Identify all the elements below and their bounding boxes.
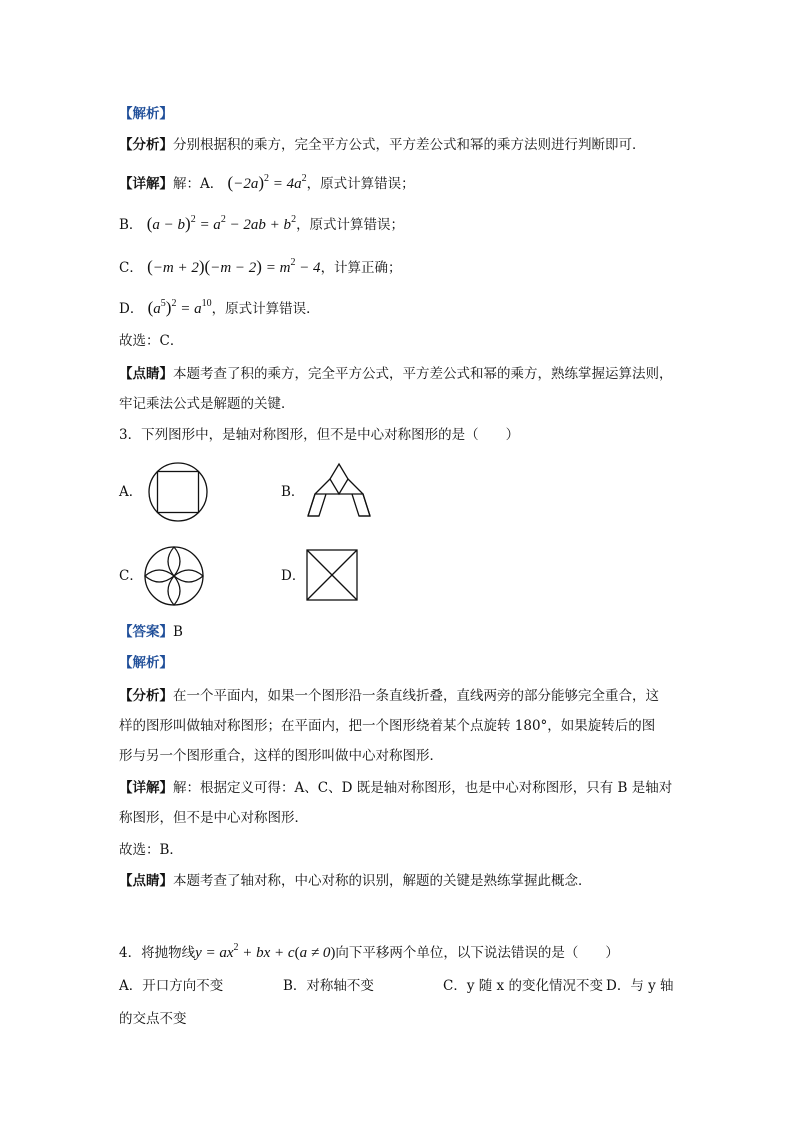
- q4-stem-expression: $y = ax^2$ + bx + c(a ≠ 0): [195, 942, 336, 961]
- q3-fenxi-text-3: 形与另一个图形重合，这样的图形叫做中心对称图形．: [119, 748, 443, 764]
- q2-c-line: [119, 253, 402, 278]
- q2-d-line: [119, 294, 320, 319]
- q2-a-expression: $(-2a)^2 = 4a^2$: [227, 173, 307, 192]
- q4-stem-pre: 4．将抛物线: [119, 945, 196, 961]
- q4-option-d: D．与 y 轴: [606, 978, 674, 994]
- q3-fenxi-text-1: 在一个平面内，如果一个图形沿一条直线折叠，直线两旁的部分能够完全重合，这: [173, 688, 659, 704]
- q2-fenxi-tag: 【分析】: [119, 137, 173, 153]
- q2-d-verdict: ，原式计算错误．: [211, 301, 320, 317]
- q3-fenxi-tag: 【分析】: [119, 688, 173, 704]
- q2-c-expression: $(-m + 2)(-m - 2) = m^2 - 4$: [147, 257, 321, 276]
- q4-option-c: C．y 随 x 的变化情况不变: [443, 978, 603, 994]
- q2-fenxi-text: 分别根据积的乘方，完全平方公式，平方差公式和幂的乘方法则进行判断即可．: [173, 137, 646, 153]
- q2-xiangjie-text: 解：A．: [173, 176, 224, 192]
- q3-answer: 故选：B．: [119, 842, 183, 858]
- q3-jiexi-heading: 【解析】: [119, 655, 173, 671]
- q3-dianjing-line: [119, 871, 592, 891]
- q2-c-verdict: ，计算正确；: [320, 260, 402, 276]
- q2-dianjing-text-2: 牢记乘法公式是解题的关键．: [119, 396, 295, 412]
- q2-b-label: B．: [119, 217, 143, 233]
- q2-b-expression: $(a - b)^2 = a^2 - 2ab + b^2$: [146, 214, 297, 233]
- q2-jiexi-heading: 【解析】: [119, 106, 173, 122]
- q3-daan-line: [119, 622, 183, 642]
- q3-stem: 3．下列图形中，是轴对称图形，但不是中心对称图形的是（ ）: [119, 427, 520, 443]
- q4-option-a: A．开口方向不变: [119, 978, 224, 994]
- q3-xiangjie-tag: 【详解】: [119, 780, 173, 796]
- q3-dianjing-text: 本题考查了轴对称，中心对称的识别，解题的关键是熟练掌握此概念．: [173, 873, 592, 889]
- q2-d-label: D．: [119, 301, 144, 317]
- q3-option-a-label: A．: [119, 484, 143, 500]
- q2-answer: 故选：C．: [119, 333, 184, 349]
- q2-xiangjie-tag: 【详解】: [119, 176, 173, 192]
- q2-fenxi-line: [119, 135, 646, 155]
- q2-b-line: [119, 210, 404, 235]
- q4-stem: [119, 938, 619, 963]
- q3-xiangjie-line: [119, 778, 672, 798]
- q3-fenxi-line: [119, 686, 659, 706]
- q3-xiangjie-text-2: 称图形，但不是中心对称图形．: [119, 810, 308, 826]
- q3-figure-c-four-petals: [142, 544, 206, 608]
- q3-daan-tag: 【答案】: [119, 624, 173, 640]
- q2-dianjing-line: [119, 364, 673, 384]
- q3-xiangjie-text-1: 解：根据定义可得：A、C、D 既是轴对称图形，也是中心对称图形，只有 B 是轴对: [173, 780, 673, 796]
- q3-option-b-label: B．: [281, 484, 305, 500]
- q3-option-c-label: C．: [119, 568, 143, 584]
- q2-xiangjie-line: [119, 169, 415, 194]
- q2-a-verdict: ，原式计算错误；: [306, 176, 415, 192]
- q3-dianjing-tag: 【点睛】: [119, 873, 173, 889]
- q4-stem-post: 向下平移两个单位，以下说法错误的是（ ）: [335, 945, 619, 961]
- q3-fenxi-text-2: 样的图形叫做轴对称图形；在平面内，把一个图形绕着某个点旋转 180°，如果旋转后的图: [119, 718, 656, 734]
- q4-option-b: B．对称轴不变: [283, 978, 374, 994]
- q3-option-d-label: D．: [281, 568, 306, 584]
- q3-figure-a-square-in-circle: [146, 461, 210, 523]
- q3-figure-b-three-diamonds: [306, 462, 372, 520]
- q4-option-d-continued: 的交点不变: [119, 1011, 187, 1027]
- q2-c-label: C．: [119, 260, 143, 276]
- q2-dianjing-text-1: 本题考查了积的乘方，完全平方公式，平方差公式和幂的乘方，熟练掌握运算法则，: [173, 366, 673, 382]
- q2-b-verdict: ，原式计算错误；: [296, 217, 405, 233]
- q3-figure-d-square-diagonals: [305, 548, 359, 602]
- q2-d-expression: $(a^5)^2 = a^{10}$: [147, 298, 212, 317]
- q2-dianjing-tag: 【点睛】: [119, 366, 173, 382]
- q3-daan-value: B: [173, 624, 183, 640]
